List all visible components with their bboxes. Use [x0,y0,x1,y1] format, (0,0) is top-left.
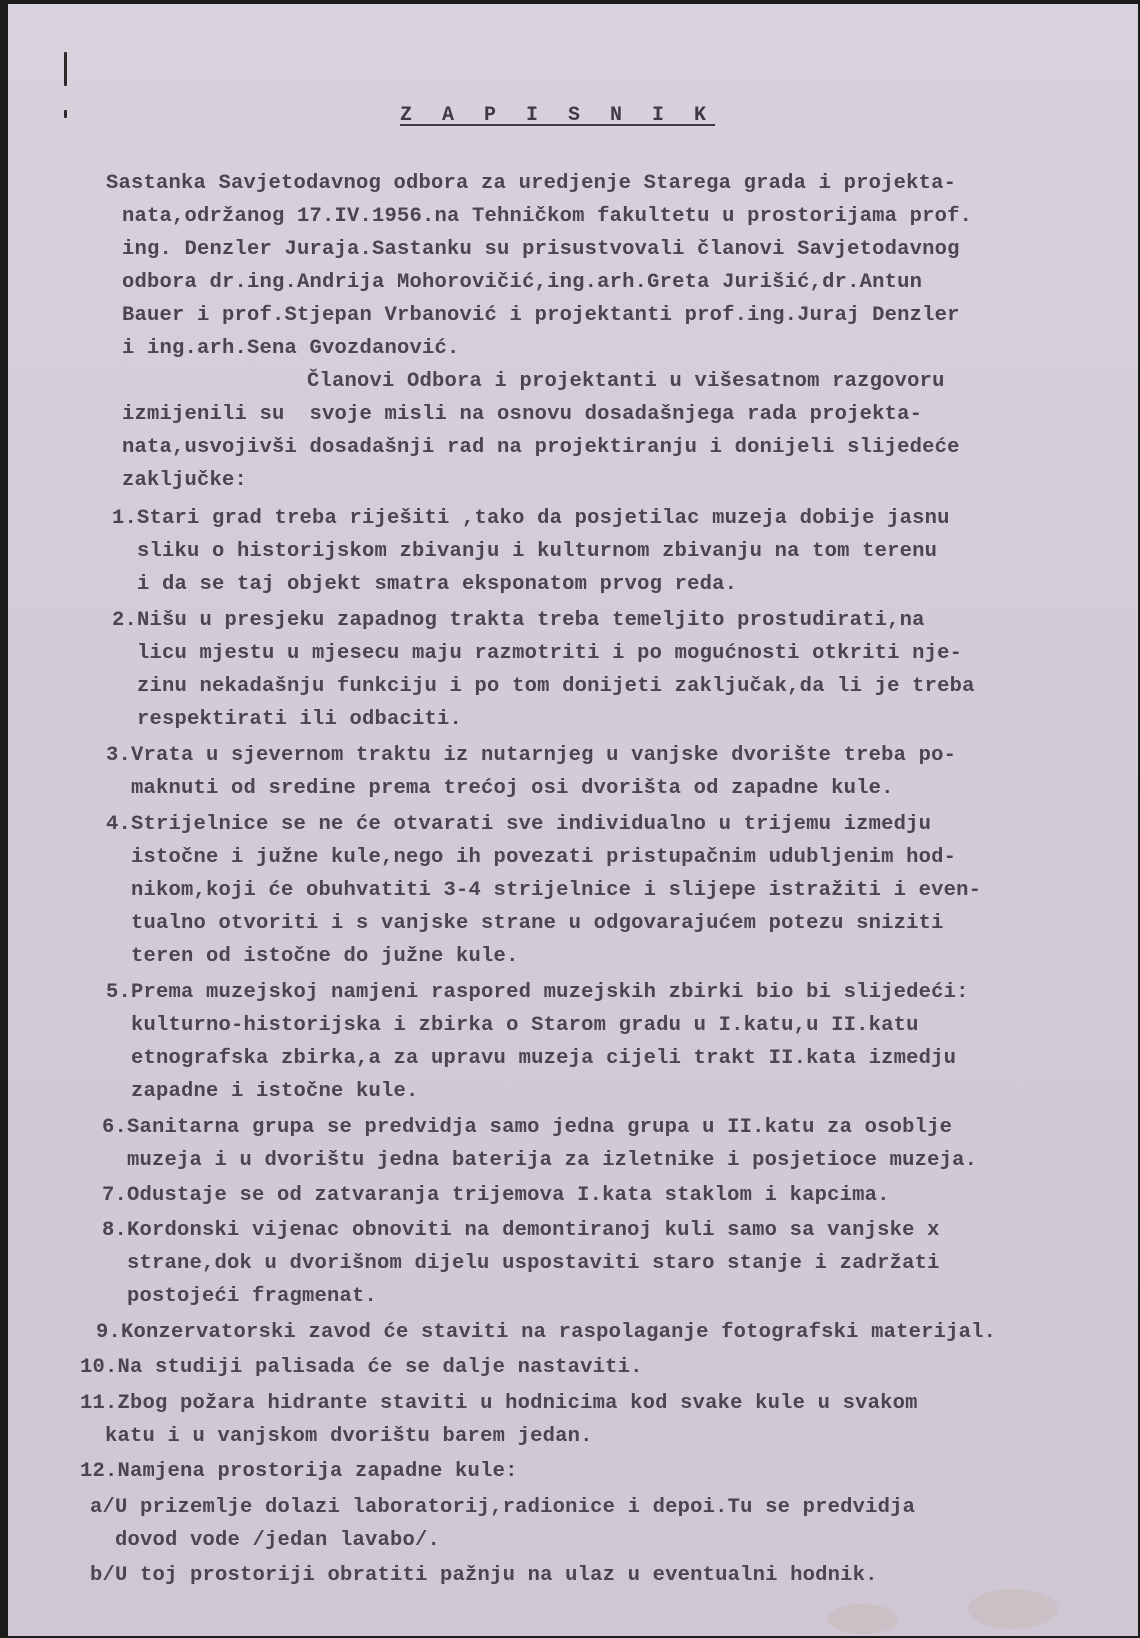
text-line: odbora dr.ing.Andrija Mohorovičić,ing.arh.Greta Jurišić,dr.Antun [122,271,923,294]
text-line: nata,održanog 17.IV.1956.na Tehničkom fakultetu u prostorijama prof. [122,205,973,228]
text-line: strane,dok u dvorišnom dijelu uspostaviti staro stanje i zadržati [102,1252,940,1275]
punch-mark [64,110,67,118]
text-line: 10.Na studiji palisada će se dalje nastaviti. [80,1356,643,1379]
text-line: etnografska zbirka,a za upravu muzeja cijeli trakt II.kata izmedju [106,1047,957,1070]
text-line: 7.Odustaje se od zatvaranja trijemova I.kata staklom i kapcima. [102,1184,890,1207]
text-line: 4.Strijelnice se ne će otvarati sve individualno u trijemu izmedju [106,813,932,836]
text-line: istočne i južne kule,nego ih povezati pristupačnim udubljenim hod- [106,846,957,869]
text-line: zapadne i istočne kule. [106,1080,419,1103]
document-title: Z A P I S N I K [400,104,716,127]
punch-mark [64,52,67,86]
text-line: nikom,koji će obuhvatiti 3-4 strijelnice i slijepe istražiti i even- [106,879,982,902]
text-line: maknuti od sredine prema trećoj osi dvorišta od zapadne kule. [106,777,894,800]
text-line: 12.Namjena prostorija zapadne kule: [80,1460,518,1483]
text-line: postojeći fragmenat. [102,1285,378,1308]
text-line: dovod vode /jedan lavabo/. [90,1529,441,1552]
text-line: ing. Denzler Juraja.Sastanku su prisustvovali članovi Savjetodavnog [122,238,960,261]
text-line: 3.Vrata u sjevernom traktu iz nutarnjeg u vanjske dvorište treba po- [106,744,957,767]
text-line: i ing.arh.Sena Gvozdanović. [122,337,460,360]
text-line: 11.Zbog požara hidrante staviti u hodnicima kod svake kule u svakom [80,1392,918,1415]
text-line: katu i u vanjskom dvorištu barem jedan. [80,1425,593,1448]
document-page [8,4,1138,1636]
text-line: i da se taj objekt smatra eksponatom prvog reda. [112,573,738,596]
paper-stain [828,1604,898,1634]
text-line: muzeja i u dvorištu jedna baterija za izletnike i posjetioce muzeja. [102,1149,978,1172]
text-line: nata,usvojivši dosadašnji rad na projektiranju i donijeli slijedeće [122,436,960,459]
text-line: sliku o historijskom zbivanju i kulturnom zbivanju na tom terenu [112,540,938,563]
text-line: 1.Stari grad treba riješiti ,tako da posjetilac muzeja dobije jasnu [112,507,950,530]
text-line: respektirati ili odbaciti. [112,708,463,731]
text-line: Sastanka Savjetodavnog odbora za uredjenje Starega grada i projekta- [106,172,957,195]
text-line: 8.Kordonski vijenac obnoviti na demontiranoj kuli samo sa vanjske x [102,1219,940,1242]
text-line: izmijenili su svoje misli na osnovu dosadašnjega rada projekta- [122,403,923,426]
text-line: b/U toj prostoriji obratiti pažnju na ulaz u eventualni hodnik. [90,1564,878,1587]
text-line: zinu nekadašnju funkciju i po tom donijeti zaključak,da li je treba [112,675,975,698]
paper-stain [968,1589,1058,1629]
text-line: Članovi Odbora i projektanti u višesatnom razgovoru [307,370,945,393]
text-line: a/U prizemlje dolazi laboratorij,radionice i depoi.Tu se predvidja [90,1496,916,1519]
text-line: teren od istočne do južne kule. [106,945,519,968]
text-line: licu mjestu u mjesecu maju razmotriti i po mogućnosti otkriti nje- [112,642,963,665]
text-line: tualno otvoriti i s vanjske strane u odgovarajućem potezu sniziti [106,912,944,935]
text-line: Bauer i prof.Stjepan Vrbanović i projektanti prof.ing.Juraj Denzler [122,304,960,327]
text-line: 6.Sanitarna grupa se predvidja samo jedna grupa u II.katu za osoblje [102,1116,953,1139]
text-line: 2.Nišu u presjeku zapadnog trakta treba temeljito prostudirati,na [112,609,925,632]
text-line: kulturno-historijska i zbirka o Starom gradu u I.katu,u II.katu [106,1014,919,1037]
text-line: zaključke: [122,469,248,492]
text-line: 9.Konzervatorski zavod će staviti na raspolaganje fotografski materijal. [96,1321,997,1344]
text-line: 5.Prema muzejskoj namjeni raspored muzejskih zbirki bio bi slijedeći: [106,981,969,1004]
